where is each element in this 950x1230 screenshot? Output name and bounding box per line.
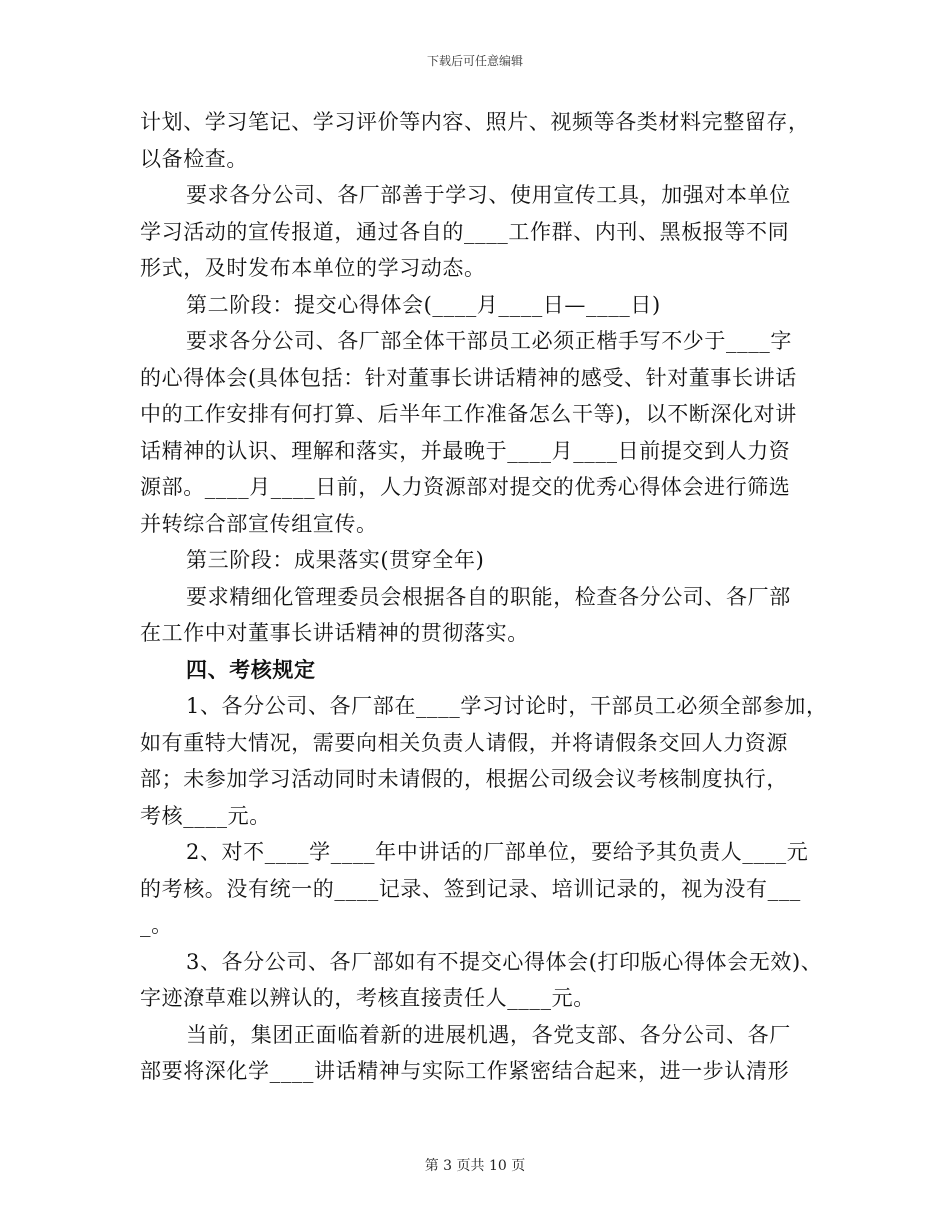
- text-line: 在工作中对董事长讲话精神的贯彻落实。: [140, 621, 529, 645]
- text-line: 源部。____月____日前，人力资源部对提交的优秀心得体会进行筛选: [140, 475, 791, 499]
- text-line: 计划、学习笔记、学习评价等内容、照片、视频等各类材料完整留存，: [140, 110, 810, 134]
- text-line: 学习活动的宣传报道，通过各自的____工作群、内刊、黑板报等不同: [140, 219, 790, 244]
- text-line: 要求精细化管理委员会根据各自的职能，检查各分公司、各厂部: [186, 584, 791, 609]
- text-line: 2、对不____学____年中讲话的厂部单位，要给予其负责人____元: [186, 840, 809, 864]
- text-line: 部要将深化学____讲话精神与实际工作紧密结合起来，进一步认清形: [140, 1059, 790, 1083]
- text-line: 如有重特大情况，需要向相关负责人请假，并将请假条交回人力资源: [140, 730, 788, 755]
- text-line: 3、各分公司、各厂部如有不提交心得体会(打印版心得体会无效)、: [186, 949, 823, 974]
- text-line: 字迹潦草难以辨认的，考核直接责任人____元。: [140, 986, 595, 1010]
- text-line: 话精神的认识、理解和落实，并最晚于____月____日前提交到人力资: [140, 438, 791, 463]
- text-line: 以备检查。: [140, 146, 248, 171]
- text-line: 要求各分公司、各厂部全体干部员工必须正楷手写不少于____字: [186, 329, 792, 353]
- text-line: 的考核。没有统一的____记录、签到记录、培训记录的，视为没有___: [140, 876, 801, 901]
- document-body: [140, 104, 828, 1090]
- text-line: _。: [140, 913, 173, 937]
- text-line: 要求各分公司、各厂部善于学习、使用宣传工具，加强对本单位: [186, 183, 791, 207]
- page-footer: 第 3 页共 10 页: [424, 1158, 526, 1174]
- text-line: 中的工作安排有何打算、后半年工作准备怎么干等)，以不断深化对讲: [140, 402, 797, 426]
- text-line: 的心得体会(具体包括：针对董事长讲话精神的感受、针对董事长讲话: [140, 365, 797, 390]
- text-line: 1、各分公司、各厂部在____学习讨论时，干部员工必须全部参加，: [186, 694, 828, 718]
- text-line: 当前，集团正面临着新的进展机遇，各党支部、各分公司、各厂: [186, 1022, 791, 1047]
- text-line: 第三阶段：成果落实(贯穿全年): [186, 548, 485, 572]
- text-line: 并转综合部宣传组宣传。: [140, 511, 378, 536]
- text-line: 考核____元。: [140, 803, 271, 828]
- section-heading: 四、考核规定: [186, 657, 316, 682]
- text-line: 形式，及时发布本单位的学习动态。: [140, 256, 486, 280]
- page-header: 下载后可任意编辑: [426, 54, 523, 68]
- text-line: 部；未参加学习活动同时未请假的，根据公司级会议考核制度执行，: [140, 767, 788, 791]
- text-line: 第二阶段：提交心得体会(____月____日—____日): [186, 292, 661, 317]
